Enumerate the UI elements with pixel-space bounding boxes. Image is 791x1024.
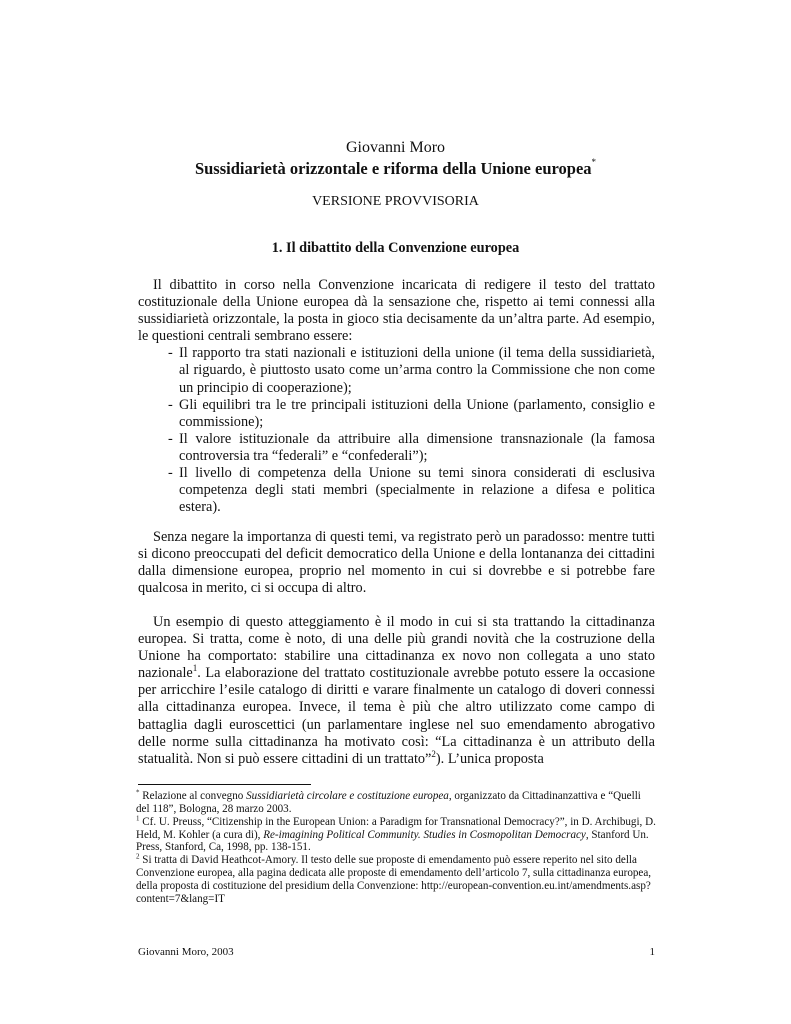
footnote-mark: * (136, 788, 140, 797)
paper-title-text: Sussidiarietà orizzontale e riforma della Unione europea (194, 159, 592, 178)
list-item-text: Gli equilibri tra le tre principali istituzioni della Unione (parlamento, consiglio e commissione); (179, 396, 655, 430)
footer-author-year: Giovanni Moro, 2003 (138, 946, 234, 958)
bullet-dash: - (168, 345, 173, 362)
list-item (138, 431, 655, 465)
paragraph-3-part-a: Un esempio di questo atteggiamento è il modo in cui si sta trattando la cittadinanza europea. Si tratta, come è noto, di una delle più grandi novità che la costruzione della Unione ha comportato: stabilire una cittadinanza ex novo non collegata a uno stato nazionale (138, 614, 655, 682)
book-title: Re-imagining Political Community. Studies in Cosmopolitan Democracy (263, 828, 586, 841)
list-item (138, 465, 655, 516)
author-name: Giovanni Moro (345, 139, 446, 156)
list-item-text: Il livello di competenza della Unione su temi sinora considerati di esclusiva competenza degli stati membri (specialmente in relazione a difesa e politica estera). (179, 465, 655, 516)
issues-list (138, 345, 655, 516)
section-heading: 1. Il dibattito della Convenzione europea (271, 240, 520, 256)
footnote-star (136, 790, 657, 816)
title-footnote-mark: * (591, 157, 597, 167)
footnote-ref-1[interactable]: 1 (192, 663, 198, 674)
footnotes (136, 790, 657, 906)
bullet-dash: - (168, 465, 173, 482)
footnote-text: Cf. U. Preuss, “Citizenship in the European Union: a Paradigm for Transnational Democracy?”, in D. Archibugi, D. Held, M. Kohler (a cura di), (136, 815, 656, 841)
paragraph-3-text (138, 614, 655, 768)
paragraph-2 (138, 529, 655, 597)
bullet-dash: - (168, 396, 173, 413)
paper-title (0, 159, 791, 179)
footnote-mark: 2 (136, 852, 140, 861)
paragraph-3-part-b: . La elaborazione del trattato costituzionale avrebbe potuto essere la occasione per arricchire l’esile catalogo di diritti e varare finalmente un catalogo di doveri connessi alla cittadinanza europea. Invece, il tema è più che altro utilizzato come campo di battaglia dagli euroscettici (un parlamentare inglese nel suo emendamento abrogativo delle norme sulla cittadinanza ha motivato così: “La cittadinanza è un attributo della statualità. Non si può essere cittadini di un trattato” (138, 665, 655, 767)
page-number: 1 (649, 946, 655, 958)
list-item-text: Il rapporto tra stati nazionali e istituzioni della unione (il tema della sussidiarietà, al riguardo, è piuttosto usato come un’arma contro la Commissione che non come un principio di cooperazione); (179, 345, 655, 396)
paragraph-1-intro: Il dibattito in corso nella Convenzione incaricata di redigere il testo del trattato costituzionale della Unione europea dà la sensazione che, rispetto ai temi connessi alla sussidiarietà orizzontale, la posta in gioco stia decisamente da un’altra parte. Ad esempio, le questioni centrali sembrano essere: (138, 277, 655, 345)
list-item (138, 345, 655, 396)
paragraph-3 (138, 614, 655, 768)
conference-title: Sussidiarietà circolare e costituzione europea (246, 790, 449, 802)
paragraph-2-text: Senza negare la importanza di questi temi, va registrato però un paradosso: mentre tutti si dicono preoccupati del deficit democratico della Unione e della lontananza dei cittadini dalla dimensione europea, proprio nel momento in cui si dovrebbe e si potrebbe fare qualcosa in merito, ci si occupa di altro. (138, 529, 655, 597)
footnote-ref-2[interactable]: 2 (431, 748, 436, 759)
footnote-text: , Stanford Un. Press, Stanford, Ca, 1998, pp. 138-151. (136, 828, 649, 854)
paragraph-3-part-c: ). L’unica proposta (435, 750, 544, 767)
footnote-text: , organizzato da Cittadinanzattiva e “Quelli del 118”, Bologna, 28 marzo 2003. (136, 790, 641, 815)
footnote-2 (136, 854, 657, 905)
version-label: VERSIONE PROVVISORIA (312, 194, 479, 209)
footnote-text: Relazione al convegno (139, 790, 247, 802)
bullet-dash: - (168, 430, 173, 447)
paragraph-1 (138, 277, 655, 516)
footnote-1 (136, 816, 657, 855)
footnote-text: Si tratta di David Heathcot-Amory. Il testo delle sue proposte di emendamento può essere reperito nel sito della Convenzione europea, alla pagina dedicata alle proposte di emendamento dell’articolo 7, sulla cittadinanza europea, della proposta di costituzione del presidium della Convenzione: http://european-convention.eu.int/amendments.asp?content=7&lang=IT (136, 854, 652, 905)
footnote-separator (138, 784, 311, 785)
footnote-mark: 1 (136, 814, 140, 822)
list-item (138, 397, 655, 431)
list-item-text: Il valore istituzionale da attribuire alla dimensione transnazionale (la famosa controversia tra “federali” e “confederali”); (179, 430, 655, 464)
